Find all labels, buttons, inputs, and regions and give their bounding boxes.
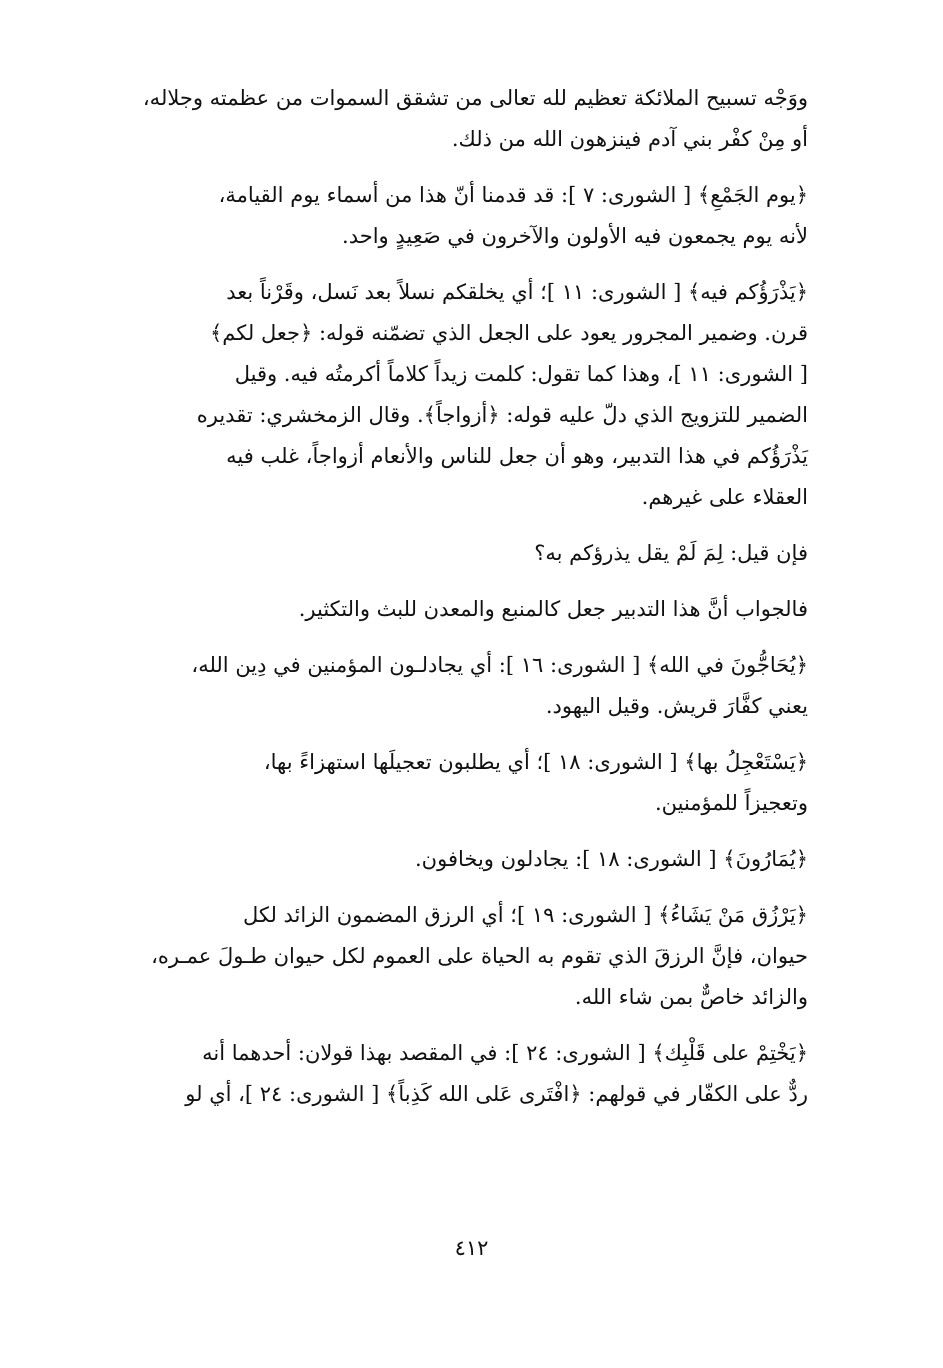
paragraph-yasta-jil [100, 742, 808, 824]
text-line: ﴿يَسْتَعْجِلُ بها﴾ [ الشورى: ١٨ ]؛ أي يطلبون تعجيلَها استهزاءً بها، [263, 750, 808, 774]
paragraph-question [100, 533, 808, 574]
text-line: ﴿يَذْرَؤُكم فيه﴾ [ الشورى: ١١ ]؛ أي يخلقكم نسلاً بعد نَسل، وقَرْناً بعد [226, 280, 808, 304]
text-line: قرن. وضمير المجرور يعود على الجعل الذي تضمّنه قوله: ﴿جعل لكم﴾ [210, 321, 808, 345]
text-line: العقلاء على غيرهم. [641, 485, 808, 509]
paragraph-yawm-al-jam [100, 175, 808, 257]
text-line: ﴿يَخْتِمْ على قَلْبِك﴾ [ الشورى: ٢٤ ]: في المقصد بهذا قولان: أحدهما أنه [202, 1041, 808, 1065]
paragraph-yarzuq [100, 895, 808, 1018]
text-line: ﴿يُمَارُونَ﴾ [ الشورى: ١٨ ]: يجادلون ويخافون. [415, 847, 808, 871]
text-line: فإن قيل: لِمَ لَمْ يقل يذرؤكم به؟ [534, 541, 808, 565]
paragraph-yuhajjun [100, 645, 808, 727]
text-line: وتعجيزاً للمؤمنين. [654, 791, 808, 815]
paragraph-angels-glorification [100, 78, 808, 160]
paragraph-yakhtim [100, 1033, 808, 1115]
text-line: ﴿يُحَاجُّونَ في الله﴾ [ الشورى: ١٦ ]: أي يجادلـون المؤمنين في دِين الله، [191, 653, 808, 677]
text-line: [ الشورى: ١١ ]، وهذا كما تقول: كلمت زيداً كلاماً أكرمتُه فيه. وقيل [234, 362, 808, 386]
text-line: لأنه يوم يجمعون فيه الأولون والآخرون في صَعِيدٍ واحد. [342, 224, 808, 248]
paragraph-yumarun [100, 839, 808, 880]
text-line: والزائد خاصٌّ بمن شاء الله. [574, 985, 808, 1009]
paragraph-answer [100, 589, 808, 630]
text-line: أو مِنْ كفْر بني آدم فينزهون الله من ذلك. [451, 127, 808, 151]
page-body [100, 78, 808, 1115]
text-line: ردٌّ على الكفّار في قولهم: ﴿افْتَرى عَلى الله كَذِباً﴾ [ الشورى: ٢٤ ]، أي لو [185, 1082, 808, 1106]
page-number: ٤١٢ [454, 1236, 489, 1260]
text-line: فالجواب أنَّ هذا التدبير جعل كالمنبع والمعدن للبث والتكثير. [298, 597, 808, 621]
text-line: يعني كفَّارَ قريش. وقيل اليهود. [545, 694, 808, 718]
text-line: يَذْرَؤُكم في هذا التدبير، وهو أن جعل للناس والأنعام أزواجاً، غلب فيه [226, 444, 808, 468]
text-line: ﴿يَرْزُق مَنْ يَشَاءُ﴾ [ الشورى: ١٩ ]؛ أي الرزق المضمون الزائد لكل [242, 903, 808, 927]
text-line: الضمير للتزويج الذي دلّ عليه قوله: ﴿أزواجاً﴾. وقال الزمخشري: تقديره [196, 403, 808, 427]
text-line: ووَجْه تسبيح الملائكة تعظيم لله تعالى من تشقق السموات من عظمته وجلاله، [142, 86, 808, 110]
text-line: حيوان، فإنَّ الرزقَ الذي تقوم به الحياة على العموم لكل حيوان طـولَ عمـره، [151, 944, 808, 968]
text-line: ﴿يوم الجَمْعِ﴾ [ الشورى: ٧ ]: قد قدمنا أنّ هذا من أسماء يوم القيامة، [218, 183, 808, 207]
paragraph-yadhra-ukum [100, 272, 808, 518]
